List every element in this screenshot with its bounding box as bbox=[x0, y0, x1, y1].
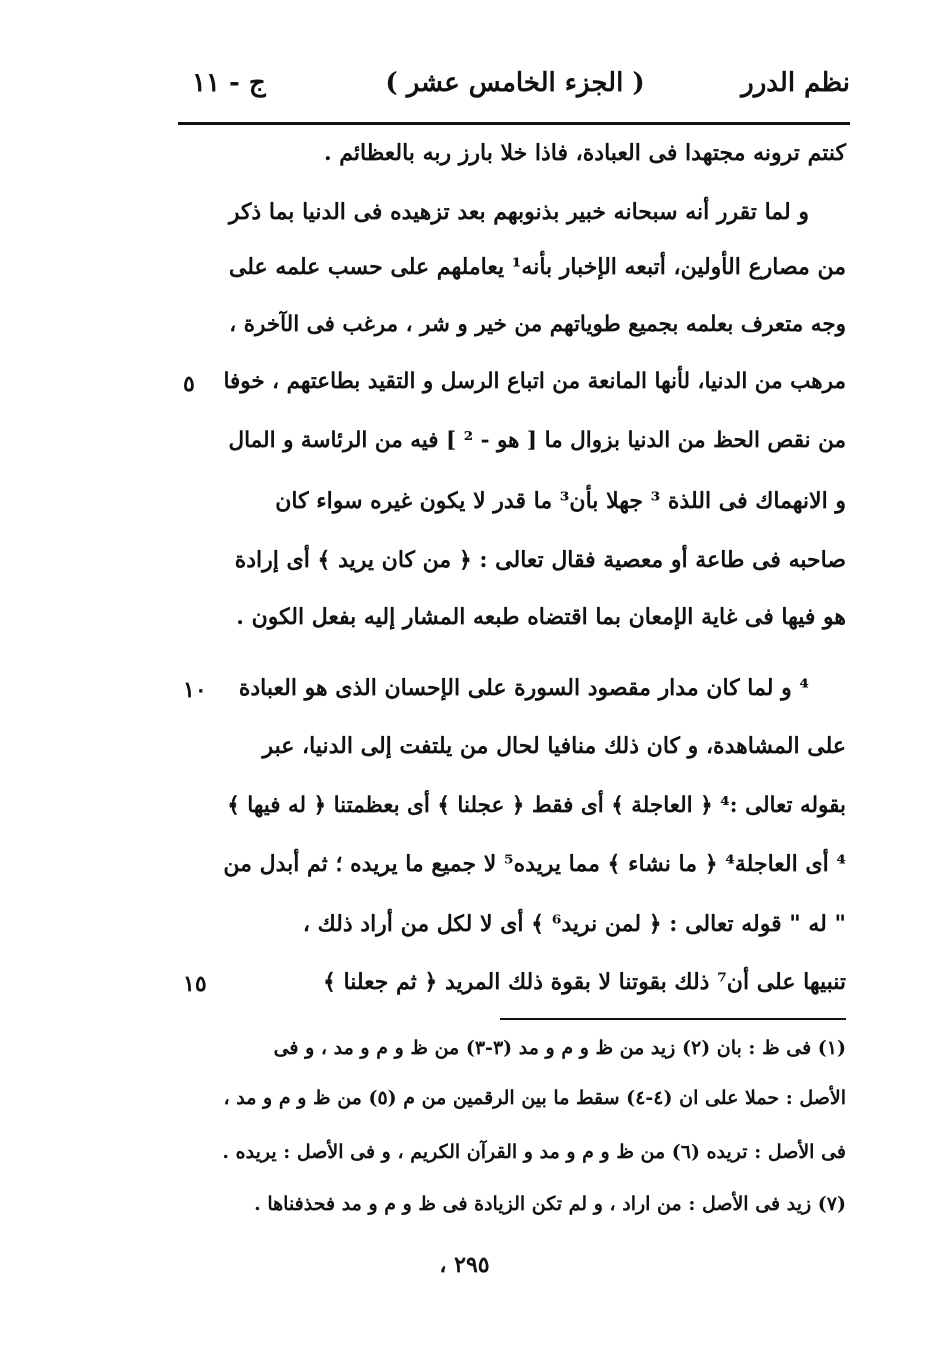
footnote-line: (١) فى ظ : بان (٢) زيد من ظ و م و مد (٣-٣) من ظ و م و مد ، و فى bbox=[273, 1037, 846, 1059]
text-line: على المشاهدة، و كان ذلك منافيا لحال من يلتفت إلى الدنيا، عبر bbox=[262, 733, 846, 759]
footnote-line: (٧) زيد فى الأصل : من اراد ، و لم تكن الزيادة فى ظ و م و مد فحذفناها . bbox=[254, 1193, 846, 1215]
footnote-line: فى الأصل : تريده (٦) من ظ و م و مد و القرآن الكريم ، و فى الأصل : يريده . bbox=[222, 1141, 846, 1163]
text-line: كنتم ترونه مجتهدا فى العبادة، فاذا خلا بارز ربه بالعظائم . bbox=[323, 140, 846, 166]
text-line: بقوله تعالى :⁴ ﴿ العاجلة ﴾ أى فقط ﴿ عجلنا ﴾ أى بعظمتنا ﴿ له فيها ﴾ bbox=[227, 793, 846, 818]
line-number-5: ٥ bbox=[183, 371, 195, 397]
text-line: صاحبه فى طاعة أو معصية فقال تعالى : ﴿ من كان يريد ﴾ أى إرادة bbox=[234, 547, 846, 573]
text-line: من نقص الحظ من الدنيا بزوال ما [ هو - ² ] فيه من الرئاسة و المال bbox=[228, 428, 846, 453]
header-volume: ج - ١١ bbox=[192, 68, 266, 98]
line-number-10: ١٠ bbox=[183, 677, 207, 703]
text-line: وجه متعرف بعلمه بجميع طوياتهم من خير و شر ، مرغب فى الآخرة ، bbox=[229, 312, 846, 337]
header-part-title: ( الجزء الخامس عشر ) bbox=[385, 68, 645, 98]
text-line: ⁴ أى العاجلة⁴ ﴿ ما نشاء ﴾ مما يريده⁵ لا جميع ما يريده ؛ ثم أبدل من bbox=[223, 851, 846, 877]
footnote-line: الأصل : حملا على ان (٤-٤) سقط ما بين الرقمين من م (٥) من ظ و م و مد ، bbox=[223, 1087, 846, 1109]
text-line: و لما تقرر أنه سبحانه خبير بذنوبهم بعد تزهيده فى الدنيا بما ذكر bbox=[228, 199, 809, 225]
text-line: ⁴ و لما كان مدار مقصود السورة على الإحسان الذى هو العبادة bbox=[238, 675, 809, 701]
text-line: و الانهماك فى اللذة ³ جهلا بأن³ ما قدر لا يكون غيره سواء كان bbox=[275, 488, 846, 514]
text-line: مرهب من الدنيا، لأنها المانعة من اتباع الرسل و التقيد بطاعتهم ، خوفا bbox=[223, 369, 846, 394]
footnote-rule bbox=[500, 1018, 846, 1020]
text-line: من مصارع الأولين، أتبعه الإخبار بأنه¹ يعاملهم على حسب علمه على bbox=[228, 254, 846, 280]
header-book-title: نظم الدرر bbox=[741, 68, 850, 98]
text-line: " له " قوله تعالى : ﴿ لمن نريد⁶ ﴾ أى لا لكل من أراد ذلك ، bbox=[302, 911, 846, 937]
line-number-15: ١٥ bbox=[183, 971, 207, 997]
page-number: ٢٩٥ ، bbox=[439, 1252, 490, 1278]
text-line: هو فيها فى غاية الإمعان بما اقتضاه طبعه المشار إليه بفعل الكون . bbox=[236, 604, 846, 630]
text-line: تنبيها على أن⁷ ذلك بقوتنا لا بقوة ذلك المريد ﴿ ثم جعلنا ﴾ bbox=[322, 969, 846, 995]
